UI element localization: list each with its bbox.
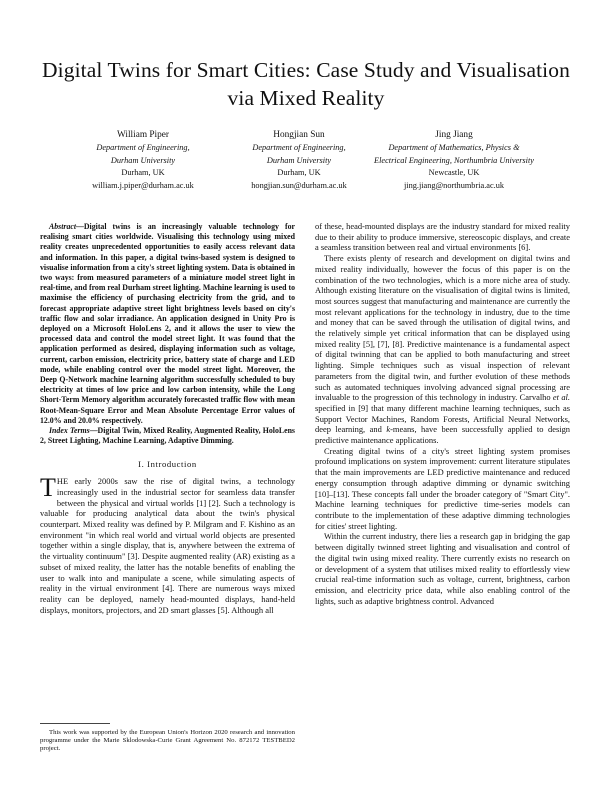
right-column <box>315 221 570 606</box>
intro-paragraph <box>40 473 295 615</box>
author-1 <box>58 128 228 192</box>
intro-lead: HE <box>56 476 69 487</box>
abstract-label: Abstract <box>49 222 77 231</box>
paragraph-text: -means, have been successfully applied to design predictive maintenance applications. <box>315 424 571 446</box>
index-terms-text: —Digital Twin, Mixed Reality, Augmented Reality, HoloLens 2, Street Lighting, Machine Learning, Adaptive Dimming. <box>40 426 295 446</box>
author-department: Department of Mathematics, Physics & <box>388 143 520 152</box>
author-email: jing.jiang@northumbria.ac.uk <box>403 180 505 190</box>
author-location: Newcastle, UK <box>428 168 480 178</box>
footnote-text: This work was supported by the European Union's Horizon 2020 research and innovation programme under the Marie Sklodowska-Curie Grant Agreement No. 872172 TESTBED2 project. <box>40 729 295 753</box>
paragraph: Creating digital twins of a city's street lighting system promises profound implications on system improvement: current literature stipulates that the main improvements are LED predictive maintenance and reduced energy consumption through adaptive dimming or dynamic switching [10]–[13]. These concepts fall under the broader category of "Smart City". Machine learning techniques for predictive time-series models can contribute to the implementation of these adaptive dimming technologies for cities' street lighting. <box>315 445 570 531</box>
footnote-rule <box>40 723 110 724</box>
author-institution: Durham University <box>266 155 332 165</box>
paragraph-text: There exists plenty of research and development on digital twins and mixed reality individually, however the focus of this paper is on the combination of the two technologies, which is a more niche area of study. Although existing literature on the visualisation of digital twins is limited, most sources suggest that manufacturing and maintenance are currently the most relevant applications for the technology in industry, due to the time and money that can be saved through the utilisation of digital twins, and the relatively simple yet critical information that can be displayed using mixed reality [5], [7], [8]. Predictive maintenance is a fundamental aspect of digital twinning that can be applied to both manufacturing and street lighting. Simple techniques such as visual inspection of relevant parameters from the digital twin, and further evolution of these methods such as automated techniques involving advanced signal processing are invaluable to the progression of this technology in industry. Carvalho <box>315 253 570 403</box>
paragraph-text: specified in [9] that many different machine learning techniques, such as Support Vector Machines, Random Forests, Artificial Neural Networks, deep learning, and <box>315 402 570 435</box>
author-department: Department of Engineering, <box>252 143 346 152</box>
author-location: Durham, UK <box>277 168 321 178</box>
author-institution: Electrical Engineering, Northumbria University <box>374 155 534 165</box>
intro-text: early 2000s saw the rise of digital twins, a technology increasingly used in the industrial sector for seamless data transfer between the physical and virtual worlds [1] [2]. Such a technology is valuable for producing analytical data about the twin's physical counterpart. Mixed reality was defined by P. Milgram and F. Kishino as an environment "in which real world and virtual world objects are presented together within a single display, that is, anywhere between the extrema of the virtuality continuum" [3]. Despite augmented reality (AR) existing as a subset of mixed reality, the latter has the notable benefits of enabling the user to walk into and manipulate a scene, while simulating aspects of reality in the virtual environment [4]. There are numerous ways mixed reality can be deployed, namely head-mounted displays, hand-held displays, monitors, projectors, and 2D smart glasses [5]. Although all <box>40 476 295 615</box>
paragraph: Within the current industry, there lies a research gap in bridging the gap between digitally twinned street lighting and visualisation and control of the digital twin using mixed reality. There currently exists no research on or development of a system that utilises mixed reality to effortlessly view crucial real-time information such as voltage, current, brightness, carbon emission, and electricity price data, while also enabling control of the lights, such as adaptive brightness control. Advanced <box>315 531 570 606</box>
author-3 <box>354 128 554 192</box>
paragraph: of these, head-mounted displays are the industry standard for mixed reality due to their ability to produce immersive, stereoscopic displays, and create a seamless transition between real and virtual environments [6]. <box>315 221 570 253</box>
author-email: hongjian.sun@durham.ac.uk <box>251 180 347 190</box>
index-terms-label: Index Terms <box>49 426 90 436</box>
footnote <box>40 729 295 754</box>
abstract-text: —Digital twins is an increasingly valuable technology for realising smart cities worldwide. Visualising this technology using mixed reality creates unprecedented opportunities to easily access relevant data and information. In this paper, a digital twins-based system is designed to visualise information from a city's street lighting system. Data is obtained in two ways: from measured parameters of a miniature model street light in real-time, and from real Durham street lighting. Machine learning is used to maximise the efficiency of purchasing electricity from the grid, and to forecast appropriate adaptive street light brightness levels based on city's traffic flow and solar irradiance. An application designed in Unity Pro is deployed on a Microsoft HoloLens 2, and it allows the user to view the processed data and control the model street light. It was found that the application performed as desired, displaying information such as voltage, current, carbon emission, electricity price, battery state of charge and LED mode, while enabling control over the model street light. Moreover, the Deep Q-Network machine learning algorithm successfully scheduled to buy electricity at times of low price and low carbon intensity, while the Long Short-Term Memory algorithm accurately forecasted traffic flow with mean Root-Mean-Square Error and Mean Absolute Percentage Error values of 12.0% and 20.0% respectively. <box>40 222 295 425</box>
k-symbol: k <box>386 424 391 435</box>
author-name: Hongjian Sun <box>273 130 325 140</box>
author-name: William Piper <box>116 130 170 140</box>
paragraph <box>315 253 570 446</box>
author-department: Department of Engineering, <box>96 143 190 152</box>
author-name: Jing Jiang <box>435 130 473 140</box>
author-email: william.j.piper@durham.ac.uk <box>92 180 194 190</box>
index-terms <box>40 426 295 446</box>
paper-title: Digital Twins for Smart Cities: Case Study and Visualisation via Mixed Reality <box>42 58 570 110</box>
drop-cap: T <box>40 473 56 503</box>
section-heading: I. Introduction <box>138 459 197 470</box>
author-institution: Durham University <box>110 155 176 165</box>
author-location: Durham, UK <box>121 168 165 178</box>
et-al: et al. <box>552 392 570 403</box>
abstract <box>40 222 295 426</box>
left-column <box>40 222 295 615</box>
